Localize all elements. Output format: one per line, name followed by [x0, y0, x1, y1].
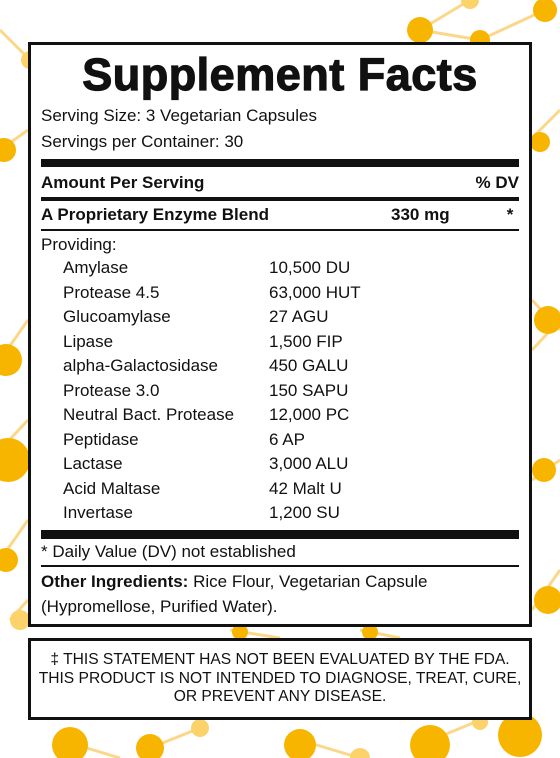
other-ingredients-label: Other Ingredients:: [41, 571, 189, 591]
other-ingredients: [41, 569, 519, 619]
blend-row: [41, 201, 519, 229]
dv-footnote: * Daily Value (DV) not established: [41, 541, 296, 561]
ingredient-row: [41, 477, 519, 502]
ingredient-name: Glucoamylase: [63, 307, 171, 326]
ingredient-amount: 12,000 PC: [269, 405, 350, 424]
ingredient-name: Peptidase: [63, 429, 139, 449]
dv-header: % DV: [475, 173, 519, 192]
ingredient-name: alpha-Galactosidase: [63, 356, 218, 375]
amount-header-row: [41, 169, 519, 197]
blend-dv: *: [506, 205, 514, 224]
ingredient-amount: 1,200 SU: [269, 503, 340, 522]
ingredient-amount: 10,500 DU: [269, 258, 351, 277]
divider-thick: [41, 159, 519, 167]
ingredient-amount: 1,500 FIP: [269, 331, 343, 351]
providing-label: Providing:: [41, 235, 117, 254]
ingredient-row: [41, 452, 519, 477]
ingredient-amount: 450 GALU: [269, 356, 349, 375]
ingredient-amount: 150 SAPU: [269, 380, 349, 400]
amount-per-serving-label: Amount Per Serving: [41, 173, 205, 192]
fda-disclaimer-box: [28, 638, 532, 720]
ingredient-amount: 42 Malt U: [269, 478, 342, 498]
ingredient-amount: 27 AGU: [269, 307, 329, 326]
supplement-facts-panel: [28, 42, 532, 627]
ingredient-row: [41, 256, 519, 281]
servings-per-container: Servings per Container: 30: [41, 132, 244, 151]
ingredient-row: [41, 403, 519, 428]
divider-footnote: [41, 565, 519, 567]
ingredient-name: Protease 4.5: [63, 282, 160, 302]
ingredient-name: Amylase: [63, 258, 129, 277]
ingredient-amount: 6 AP: [269, 429, 305, 449]
ingredient-name: Protease 3.0: [63, 380, 160, 400]
ingredient-row: [41, 305, 519, 330]
fda-disclaimer-text: ‡ THIS STATEMENT HAS NOT BEEN EVALUATED BY THE FDA. THIS PRODUCT IS NOT INTENDED TO DIAGNOSE, TREAT, CURE, OR PREVENT ANY DISEASE.: [38, 651, 522, 706]
ingredient-row: [41, 501, 519, 526]
ingredient-name: Invertase: [63, 503, 133, 522]
ingredient-row: [41, 354, 519, 379]
divider-bottom: [41, 530, 519, 539]
ingredient-row: [41, 281, 519, 306]
ingredient-row: [41, 379, 519, 404]
panel-title: Supplement Facts: [82, 49, 478, 100]
other-ingredients-text: Rice Flour, Vegetarian Capsule (Hypromellose, Purified Water).: [41, 571, 428, 616]
ingredient-list: [41, 256, 519, 526]
ingredient-row: [41, 330, 519, 355]
ingredient-amount: 63,000 HUT: [269, 282, 361, 302]
ingredient-name: Acid Maltase: [63, 478, 161, 498]
ingredient-row: [41, 428, 519, 453]
ingredient-name: Lipase: [63, 331, 114, 351]
serving-size: Serving Size: 3 Vegetarian Capsules: [41, 106, 317, 125]
blend-amount: 330 mg: [391, 205, 450, 224]
blend-name: A Proprietary Enzyme Blend: [41, 205, 269, 224]
ingredient-name: Lactase: [63, 454, 123, 473]
ingredient-name: Neutral Bact. Protease: [63, 405, 235, 424]
ingredient-amount: 3,000 ALU: [269, 454, 349, 473]
